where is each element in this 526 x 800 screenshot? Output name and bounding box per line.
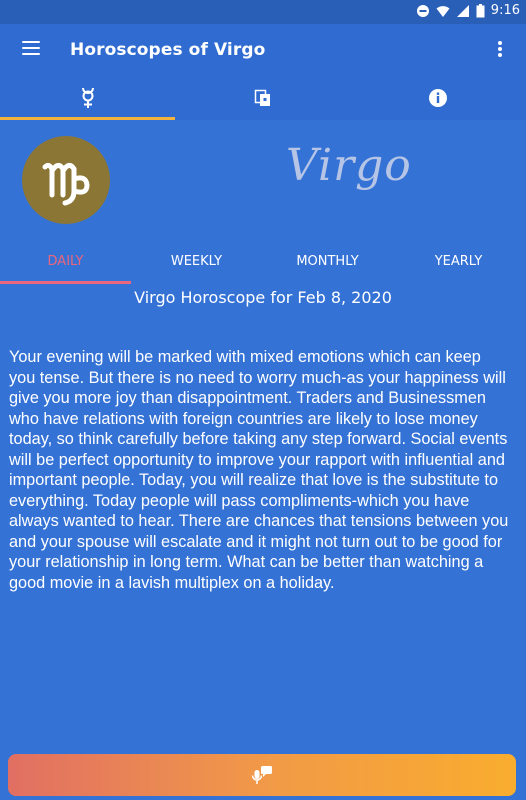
wifi-icon xyxy=(436,4,450,18)
sign-name-logo: Virgo xyxy=(286,140,412,191)
period-tab-indicator xyxy=(0,281,131,284)
tab-yearly[interactable]: YEARLY xyxy=(434,253,483,269)
voice-chat-icon xyxy=(251,764,273,786)
voice-chat-button[interactable] xyxy=(8,754,516,796)
do-not-disturb-icon xyxy=(416,4,430,18)
tab-monthly[interactable]: MONTHLY xyxy=(296,253,359,269)
tab-info[interactable] xyxy=(350,76,525,120)
mercury-symbol-icon xyxy=(79,87,97,109)
zodiac-symbol-badge xyxy=(22,136,110,224)
virgo-symbol-icon xyxy=(37,151,95,209)
menu-icon[interactable] xyxy=(22,41,40,55)
signal-icon xyxy=(456,4,470,18)
status-icons xyxy=(416,3,520,18)
tab-weekly[interactable]: WEEKLY xyxy=(170,253,223,269)
top-tabs xyxy=(0,76,526,120)
info-icon xyxy=(428,88,448,108)
app-bar xyxy=(0,24,526,76)
status-time: 9:16 xyxy=(490,3,520,18)
battery-icon xyxy=(476,4,485,18)
tab-daily[interactable]: DAILY xyxy=(47,253,84,269)
tab-horoscope[interactable] xyxy=(0,76,175,120)
period-tabs xyxy=(0,246,526,282)
status-bar xyxy=(0,0,526,24)
app-title: Horoscopes of Virgo xyxy=(70,40,266,60)
tab-cards[interactable] xyxy=(175,76,350,120)
horoscope-text: Your evening will be marked with mixed emotions which can keep you tense. But there is no need to worry much-as your happiness will give you more joy than disappointment. Traders and Businessmen who have relations with foreign countries are likely to lose money today, so think carefully before taking any step forward. Social events will be perfect opportunity to improve your rapport with influential and important people. Today, you will realize that love is the substitute to everything. Today people will pass compliments-which you have always wanted to hear. There are chances that tensions between you and your spouse will escalate and it might not turn out to be good for your relationship in long term. What can be better than watching a good movie in a lavish multiplex on a holiday. xyxy=(9,348,509,592)
horoscope-heading: Virgo Horoscope for Feb 8, 2020 xyxy=(134,288,392,307)
tab-indicator xyxy=(0,117,175,120)
more-options-icon[interactable] xyxy=(498,41,502,57)
cards-icon xyxy=(254,89,272,107)
